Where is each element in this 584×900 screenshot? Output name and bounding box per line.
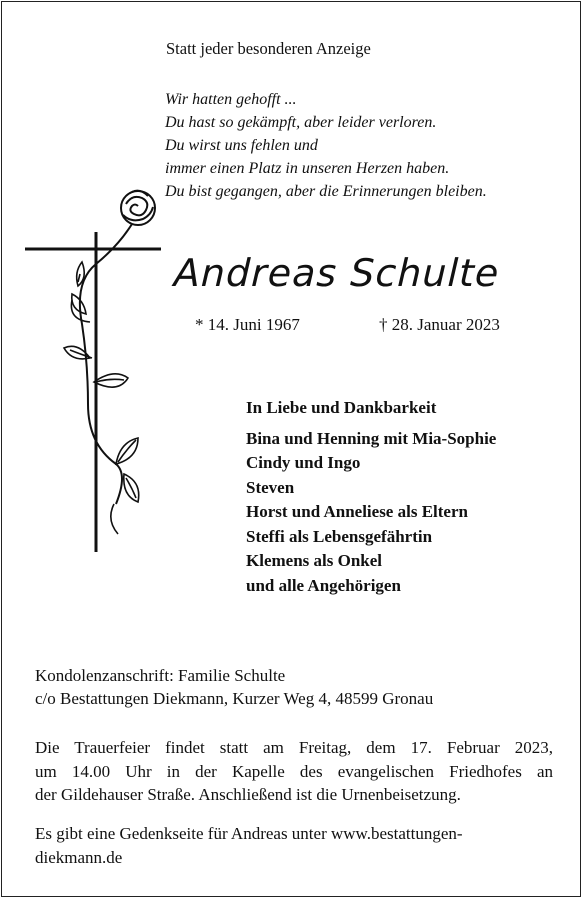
mourner-line: Cindy und Ingo [246, 453, 361, 472]
poem-line: Du bist gegangen, aber die Erinnerungen bleiben. [165, 183, 487, 200]
poem-line: Du hast so gekämpft, aber leider verloren. [165, 114, 437, 131]
mourner-line: Steven [246, 477, 295, 497]
deceased-name: Andreas Schulte [173, 251, 501, 295]
obituary-notice [1, 1, 581, 897]
ceremony-info [35, 736, 553, 807]
ceremony-line: der Gildehauser Straße. Anschließend ist die Urnenbeisetzung. [35, 785, 461, 804]
birth-date: * 14. Juni 1967 [195, 315, 300, 334]
poem [165, 88, 487, 203]
poem-line: Du wirst uns fehlen und [165, 137, 318, 154]
memorial-line: diekmann.de [35, 847, 123, 867]
mourners-intro: In Liebe und Dankbarkeit [246, 398, 437, 417]
ceremony-line: um 14.00 Uhr in der Kapelle des evangelischen Friedhofes an [35, 761, 553, 781]
mourner-line: Horst und Anneliese als Eltern [246, 502, 468, 521]
death-date: † 28. Januar 2023 [379, 315, 500, 334]
ceremony-line: Die Trauerfeier findet statt am Freitag, dem 17. Februar 2023, [35, 738, 553, 757]
address-line: Kondolenzanschrift: Familie Schulte [35, 666, 286, 685]
poem-line: immer einen Platz in unseren Herzen haben. [165, 160, 450, 177]
memorial-line: Es gibt eine Gedenkseite für Andreas unter www.bestattungen- [35, 824, 463, 843]
mourners-list [246, 396, 496, 598]
poem-line: Wir hatten gehofft ... [165, 91, 297, 108]
address-line: c/o Bestattungen Diekmann, Kurzer Weg 4, 48599 Gronau [35, 689, 434, 708]
condolence-address [35, 664, 433, 710]
memorial-page-info [35, 822, 553, 869]
cross-with-rose-icon [20, 182, 170, 557]
mourner-line: Steffi als Lebensgefährtin [246, 526, 433, 546]
mourner-line: Bina und Henning mit Mia-Sophie [246, 428, 497, 448]
mourner-line: Klemens als Onkel [246, 551, 383, 570]
headline: Statt jeder besonderen Anzeige [166, 39, 371, 58]
mourner-line: und alle Angehörigen [246, 575, 401, 595]
